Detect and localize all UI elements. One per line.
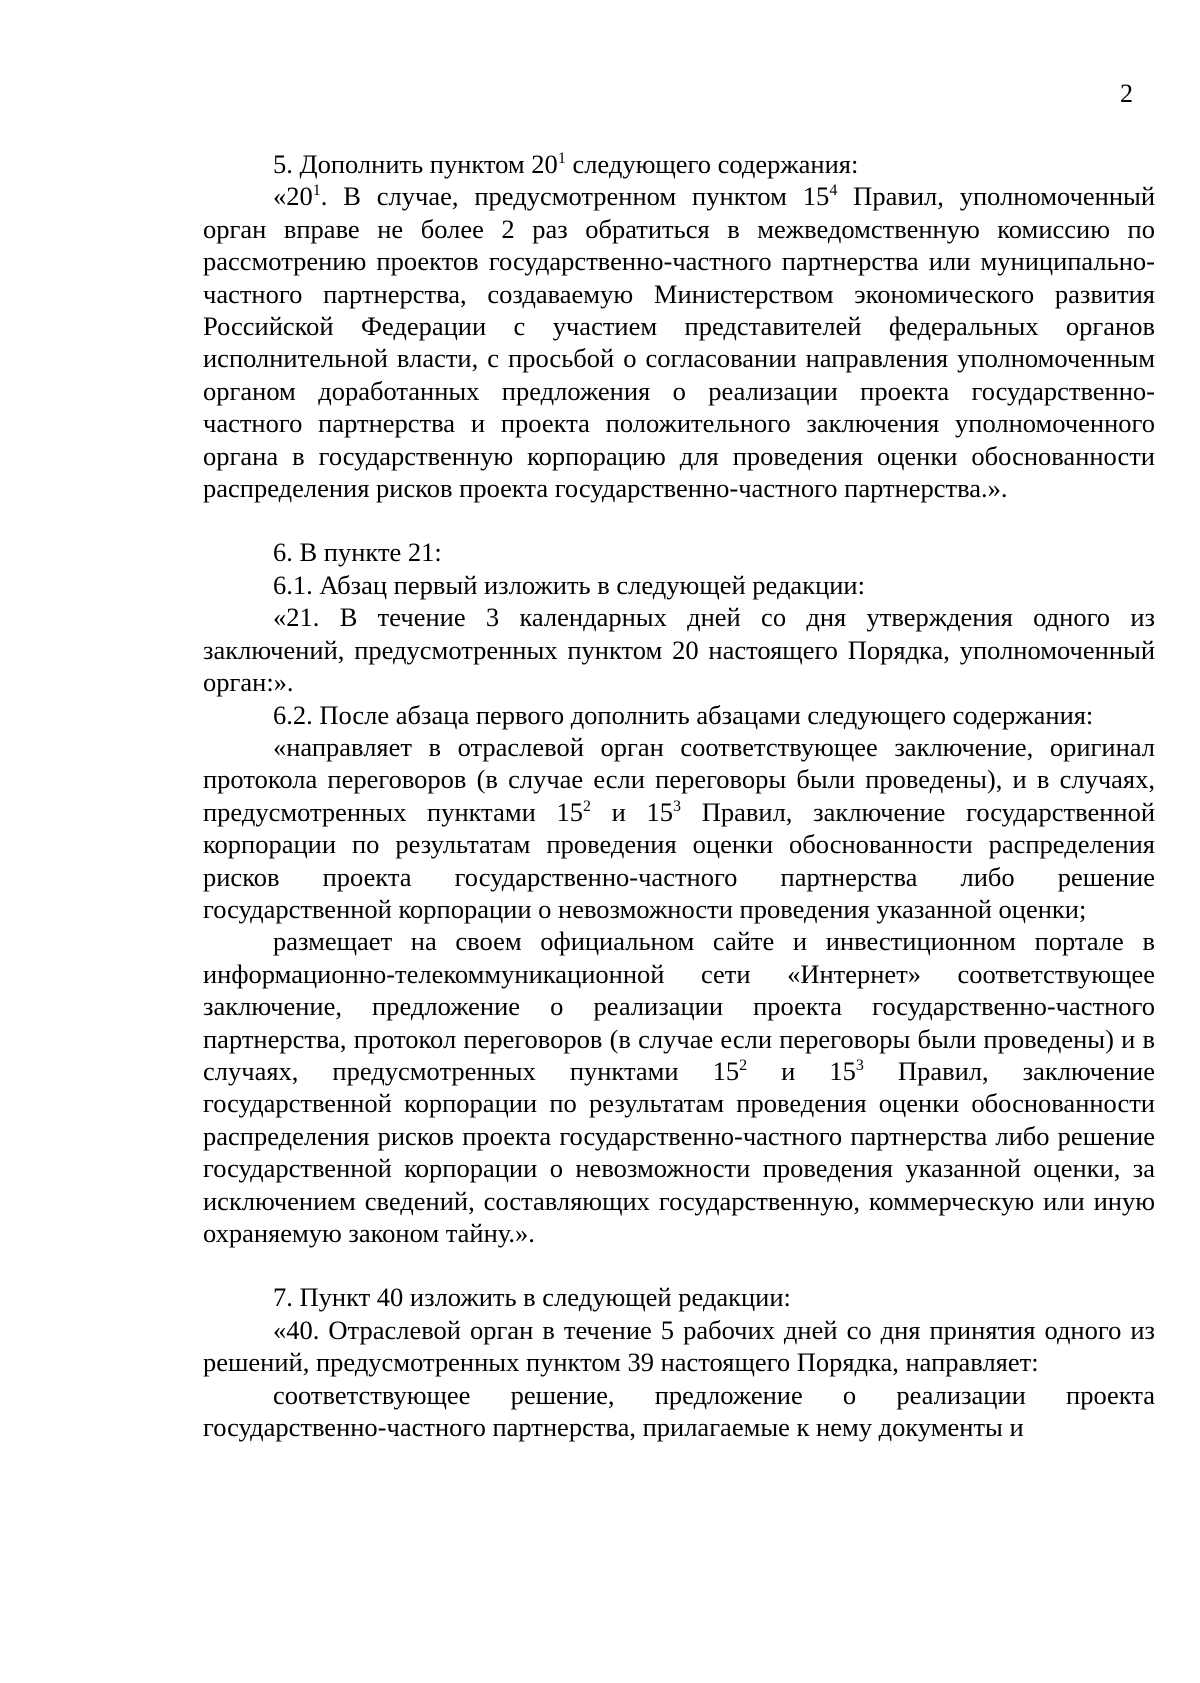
item-6-1-heading: 6.1. Абзац первый изложить в следующей редакции: <box>273 569 865 600</box>
page-number: 2 <box>1120 79 1133 108</box>
item-6-2-paragraph-2: размещает на своем официальном сайте и инвестиционном портале в информационно-телекоммуникационной сети «Интернет» соответствующее заключение, предложение о реализации проекта государственно-частного партнерства, протокол переговоров (в случае если переговоры были проведены) и в случаях, предусмотренных пунктами $15^2$ и $15^3$ Правил, заключение государственной корпорации по результатам проведения оценки обоснованности распределения рисков проекта государственно-частного партнерства либо решение государственной корпорации о невозможности проведения указанной оценки, за исключением сведений, составляющих государственную, коммерческую или иную охраняемую законом тайну.». <box>203 926 1155 1248</box>
item-6-2-heading: 6.2. После абзаца первого дополнить абзацами следующего содержания: <box>273 699 1094 730</box>
item-7-quote: «40. Отраслевой орган в течение 5 рабочих дней со дня принятия одного из решений, предусмотренных пунктом 39 настоящего Порядка, направляет: <box>203 1314 1155 1378</box>
document-body <box>203 148 1155 1443</box>
item-6-1-quote: «21. В течение 3 календарных дней со дня утверждения одного из заключений, предусмотренных пунктом 20 настоящего Порядка, уполномоченный орган:». <box>203 602 1155 698</box>
item-5-text: «$20^1$. В случае, предусмотренном пунктом $15^4$ Правил, уполномоченный орган вправе не более 2 раз обратиться в межведомственную комиссию по рассмотрению проектов государственно-частного партнерства или муниципально-частного партнерства, создаваемую Министерством экономического развития Российской Федерации с участием представителей федеральных органов исполнительной власти, с просьбой о согласовании направления уполномоченным органом доработанных предложения о реализации проекта государственно-частного партнерства и проекта положительного заключения уполномоченного органа в государственную корпорацию для проведения оценки обоснованности распределения рисков проекта государственно-частного партнерства.». <box>203 181 1156 504</box>
item-6-heading: 6. В пункте 21: <box>273 537 442 568</box>
item-5-heading: 5. Дополнить пунктом $20^1$ следующего содержания: <box>273 149 859 179</box>
item-7-continuation: соответствующее решение, предложение о реализации проекта государственно-частного партнерства, прилагаемые к нему документы и <box>203 1379 1155 1443</box>
item-6-2-paragraph-1: «направляет в отраслевой орган соответствующее заключение, оригинал протокола переговоров (в случае если переговоры были проведены), и в случаях, предусмотренных пунктами $15^2$ и $15^3$ Правил, заключение государственной корпорации по результатам проведения оценки обоснованности распределения рисков проекта государственно-частного партнерства либо решение государственной корпорации о невозможности проведения указанной оценки; <box>203 731 1155 924</box>
item-7-heading: 7. Пункт 40 изложить в следующей редакции: <box>273 1282 791 1313</box>
